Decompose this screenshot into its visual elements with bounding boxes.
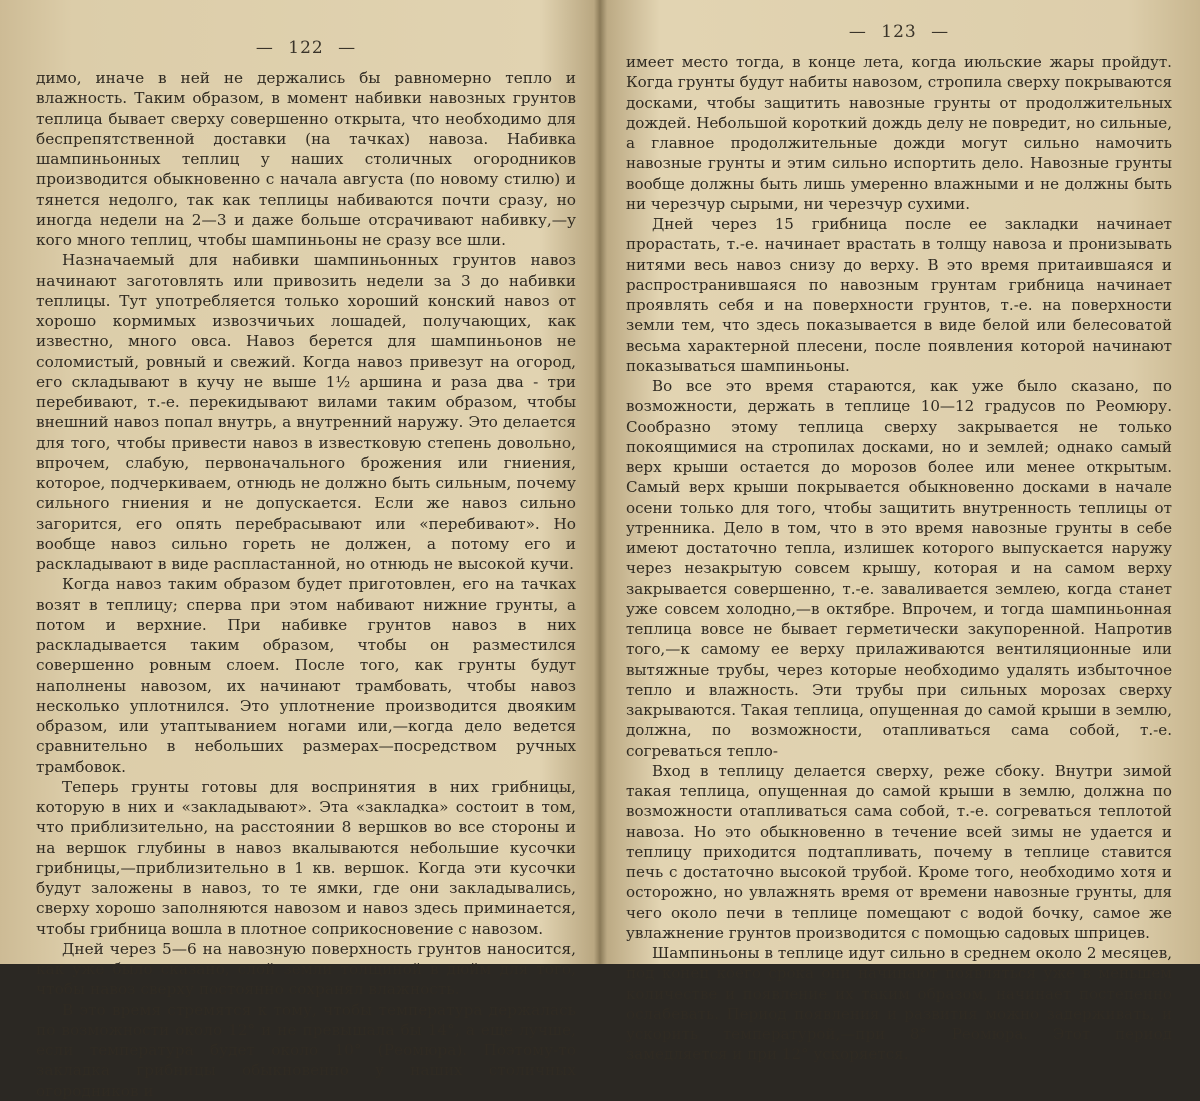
paragraph: Шампиньоны в теплице идут сильно в среднем около 2 месяцев, под конец коего срока они начинают появляться уже в меньшем количестве и появление их таким образом, начинает постепенно ослабевать. Период появления и развития можно задерживать, и ускорить температурой,—при 8° Реомюра. Этот период замедляется и при 12° ускоряется. bbox=[626, 944, 1172, 1064]
paragraph: Вход в теплицу делается сверху, реже сбоку. Внутри зимой такая теплица, опущенная до самой крыши в землю, должна по возможности отапливаться сама собой, т.-е. согреваться теплотой навоза. Но это обыкновенно в течение всей зимы не удается и теплицу приходится подтапливать, почему в теплице ставится печь с достаточно высокой трубой. Кроме того, необходимо хотя и осторожно, но увлажнять время от времени навозные грунты, для чего около печи в теплице помещают с водой бочку, самое же увлажнение грунтов производится с помощью садовых шприцев. bbox=[626, 761, 1172, 942]
paragraph: В это время стремятся к тому, чтобы температура держалась по возможности около 12° и не превышала бы 14°, а еще лучше, если температура будет около 10° (Реомюра). Поэтому-то закладка грибницы обыкновенно у наших столичных огородников и bbox=[36, 1000, 576, 1100]
paragraph: Во все это время стараются, как уже было сказано, по возможности, держать в теплице 10—12 градусов по Реомюру. Сообразно этому теплица сверху закрывается не только покоящимися на стропилах досками, но и землей; однако самый верх крыши остается до морозов более или менее открытым. Самый верх крыши покрывается обыкновенно досками в начале осени только для того, чтобы защитить внутренность теплицы от утренника. Дело в том, что в это время навозные грунты в себе имеют достаточно тепла, излишек которого выпускается наружу через незакрытую совсем крышу, которая и на самом верху закрывается совершенно, т.-е. заваливается землею, когда станет уже совсем холодно,—в октябре. Впрочем, и тогда шампиньонная теплица вовсе не бывает герметически закупоренной. Напротив того,—к самому ее верху прилаживаются вентиляционные или вытяжные трубы, через которые необходимо удалять избыточное тепло и влажность. Эти трубы при сильных морозах сверху закрываются. Такая теплица, опущенная до самой крыши в землю, должна, по возможности, отапливаться сама собой, т.-е. согреваться тепло- bbox=[626, 377, 1172, 760]
paragraph: Дней через 5—6 на навозную поверхность грунтов наносится, как уже было сказано, слой земли толщиной в дюйм для того, чтобы навоз сверху постоянно сохранял влажность. bbox=[36, 939, 576, 999]
paragraph: Теперь грунты готовы для воспринятия в них грибницы, которую в них и «закладывают». Эта «закладка» состоит в том, что приблизительно, на расстоянии 8 вершков во все стороны и на вершок глубины в навоз вкалываются небольшие кусочки грибницы,—приблизительно в 1 кв. вершок. Когда эти кусочки будут заложены в навоз, то те ямки, где они закладывались, сверху хорошо заполняются навозом и навоз здесь приминается, чтобы грибница вошла в плотное соприкосновение с навозом. bbox=[36, 777, 576, 938]
page-number: — 123 — bbox=[848, 22, 950, 42]
page-number: — 122 — bbox=[255, 38, 357, 58]
paragraph: Когда навоз таким образом будет приготовлен, его на тачках возят в теплицу; сперва при этом набивают нижние грунты, а потом и верхние. При набивке грунтов навоз в них раскладывается таким образом, чтобы он разместился совершенно ровным слоем. После того, как грунты будут наполнены навозом, их начинают трамбовать, чтобы навоз несколько уплотнился. Это уплотнение производится двояким образом, или утаптыванием ногами или,—когда дело ведется сравнительно в небольших размерах—посредством ручных трамбовок. bbox=[36, 575, 576, 776]
left-page bbox=[0, 0, 596, 1100]
right-page bbox=[604, 0, 1200, 1064]
paragraph: Дней через 15 грибница после ее закладки начинает прорастать, т.-е. начинает врастать в толщу навоза и пронизывать нитями весь навоз снизу до верху. В это время притаившаяся и распространившаяся по навозным грунтам грибница начинает проявлять себя и на поверхности грунтов, т.-е. на поверхности земли тем, что здесь показывается в виде белой или белесоватой весьма характерной плесени, после появления которой начинают показываться шампиньоны. bbox=[626, 215, 1172, 375]
paragraph: Назначаемый для набивки шампиньонных грунтов навоз начинают заготовлять или привозить недели за 3 до набивки теплицы. Тут употребляется только хороший конский навоз от хорошо кормимых извозчичьих лошадей, получающих, как известно, много овса. Навоз берется для шампиньонов не соломистый, ровный и свежий. Когда навоз привезут на огород, его складывают в кучу не выше 1½ аршина и раза два - три перебивают, т.-е. перекидывают вилами таким образом, чтобы внешний навоз попал внутрь, а внутренний наружу. Это делается для того, чтобы привести навоз в известковую степень довольно, впрочем, слабую, первоначального брожения или гниения, которое, подчеркиваем, отнюдь не должно быть сильным, почему сильного гниения и не допускается. Если же навоз сильно загорится, его опять перебрасывают или «перебивают». Но вообще навоз сильно гореть не должен, а потому его и раскладывают в виде распластанной, но отнюдь не высокой кучи. bbox=[36, 251, 576, 573]
paragraph: димо, иначе в ней не держались бы равномерно тепло и влажность. Таким образом, в момент набивки навозных грунтов теплица бывает сверху совершенно открыта, что необходимо для беспрепятственной доставки (на тачках) навоза. Набивка шампиньонных теплиц у наших столичных огородников производится обыкновенно с начала августа (по новому стилю) и тянется недолго, так как теплицы набиваются почти сразу, но иногда недели на 2—3 и даже больше отсрачивают набивку,—у кого много теплиц, чтобы шампиньоны не сразу все шли. bbox=[36, 69, 576, 249]
paragraph: имеет место тогда, в конце лета, когда июльские жары пройдут. Когда грунты будут набиты навозом, стропила сверху покрываются досками, чтобы защитить навозные грунты от продолжительных дождей. Небольшой короткий дождь делу не повредит, но сильные, а главное продолжительные дожди могут сильно намочить навозные грунты и этим сильно испортить дело. Навозные грунты вообще должны быть лишь умеренно влажными и не должны быть ни черезчур сырыми, ни черезчур сухими. bbox=[626, 53, 1172, 213]
